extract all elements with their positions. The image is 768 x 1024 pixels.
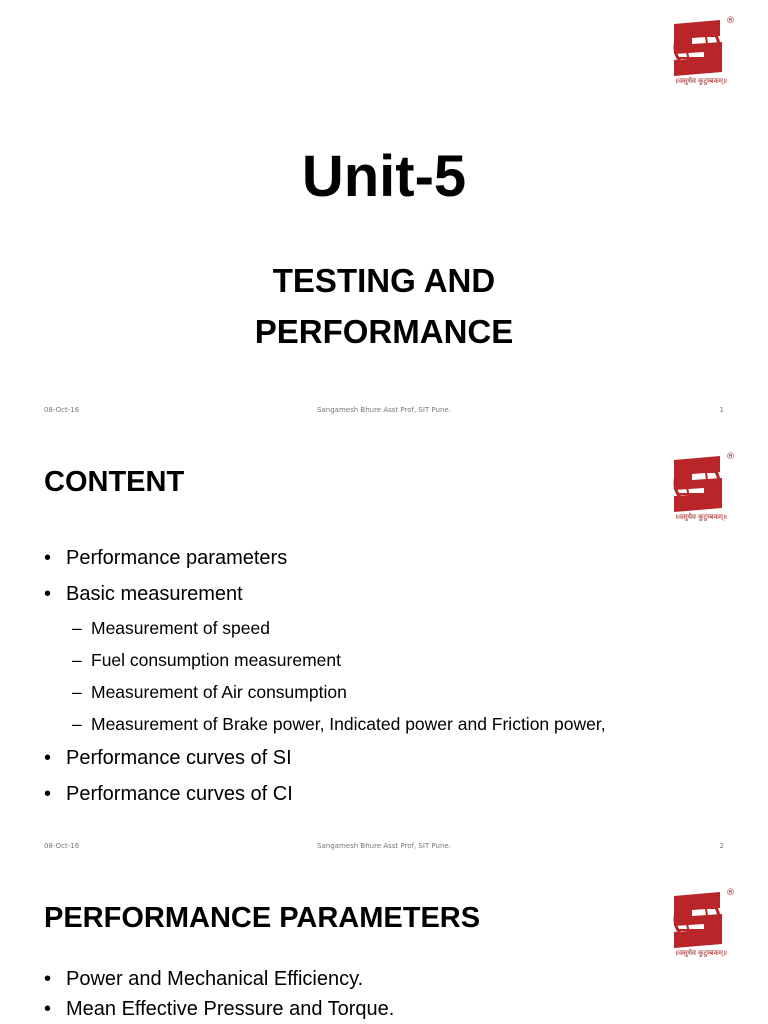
sub-list-item: – Measurement of Brake power, Indicated power and Friction power, <box>44 708 606 740</box>
slide-subtitle <box>0 255 768 357</box>
list-item: • Performance parameters <box>44 540 606 576</box>
footer-date: 08-Oct-16 <box>44 406 80 414</box>
footer-author: Sangamesh Bhure Asst Prof, SIT Pune. <box>317 842 451 850</box>
registered-mark: ® <box>726 16 735 26</box>
registered-mark: ® <box>726 888 735 898</box>
list-item: • Mean Effective Pressure and Torque. <box>44 994 394 1024</box>
footer-author: Sangamesh Bhure Asst Prof, SIT Pune. <box>317 406 451 414</box>
logo-motto: ॥वसुधैव कुटुम्बकम्॥ <box>674 949 728 957</box>
slide-heading: CONTENT <box>44 466 185 498</box>
list-item: • Power and Mechanical Efficiency. <box>44 964 394 994</box>
content-list <box>44 540 606 812</box>
list-item: • Basic measurement <box>44 576 606 612</box>
globe-s-logo-icon <box>670 886 735 948</box>
logo-motto: ॥वसुधैव कुटुम्बकम्॥ <box>674 77 728 85</box>
footer-date: 08-Oct-16 <box>44 842 80 850</box>
institute-logo <box>670 14 735 86</box>
institute-logo <box>670 886 735 958</box>
slide-footer <box>0 842 768 856</box>
slide-heading: PERFORMANCE PARAMETERS <box>44 902 481 934</box>
sub-list-item: – Measurement of Air consumption <box>44 676 606 708</box>
logo-motto: ॥वसुधैव कुटुम्बकम्॥ <box>674 513 728 521</box>
footer-page-number: 2 <box>719 842 724 850</box>
sub-list-item: – Fuel consumption measurement <box>44 644 606 676</box>
slide-3 <box>0 872 768 1024</box>
footer-page-number: 1 <box>719 406 724 414</box>
globe-s-logo-icon <box>670 450 735 512</box>
slide-1 <box>0 0 768 434</box>
subtitle-line-1: TESTING AND <box>272 262 496 299</box>
slide-2 <box>0 436 768 870</box>
slide-title: Unit-5 <box>301 144 467 209</box>
registered-mark: ® <box>726 452 735 462</box>
globe-s-logo-icon <box>670 14 735 76</box>
slide-footer <box>0 406 768 420</box>
institute-logo <box>670 450 735 522</box>
subtitle-line-2: PERFORMANCE <box>254 313 514 350</box>
list-item: • Performance curves of SI <box>44 740 606 776</box>
sub-list-item: – Measurement of speed <box>44 612 606 644</box>
content-list <box>44 964 394 1024</box>
list-item: • Performance curves of CI <box>44 776 606 812</box>
